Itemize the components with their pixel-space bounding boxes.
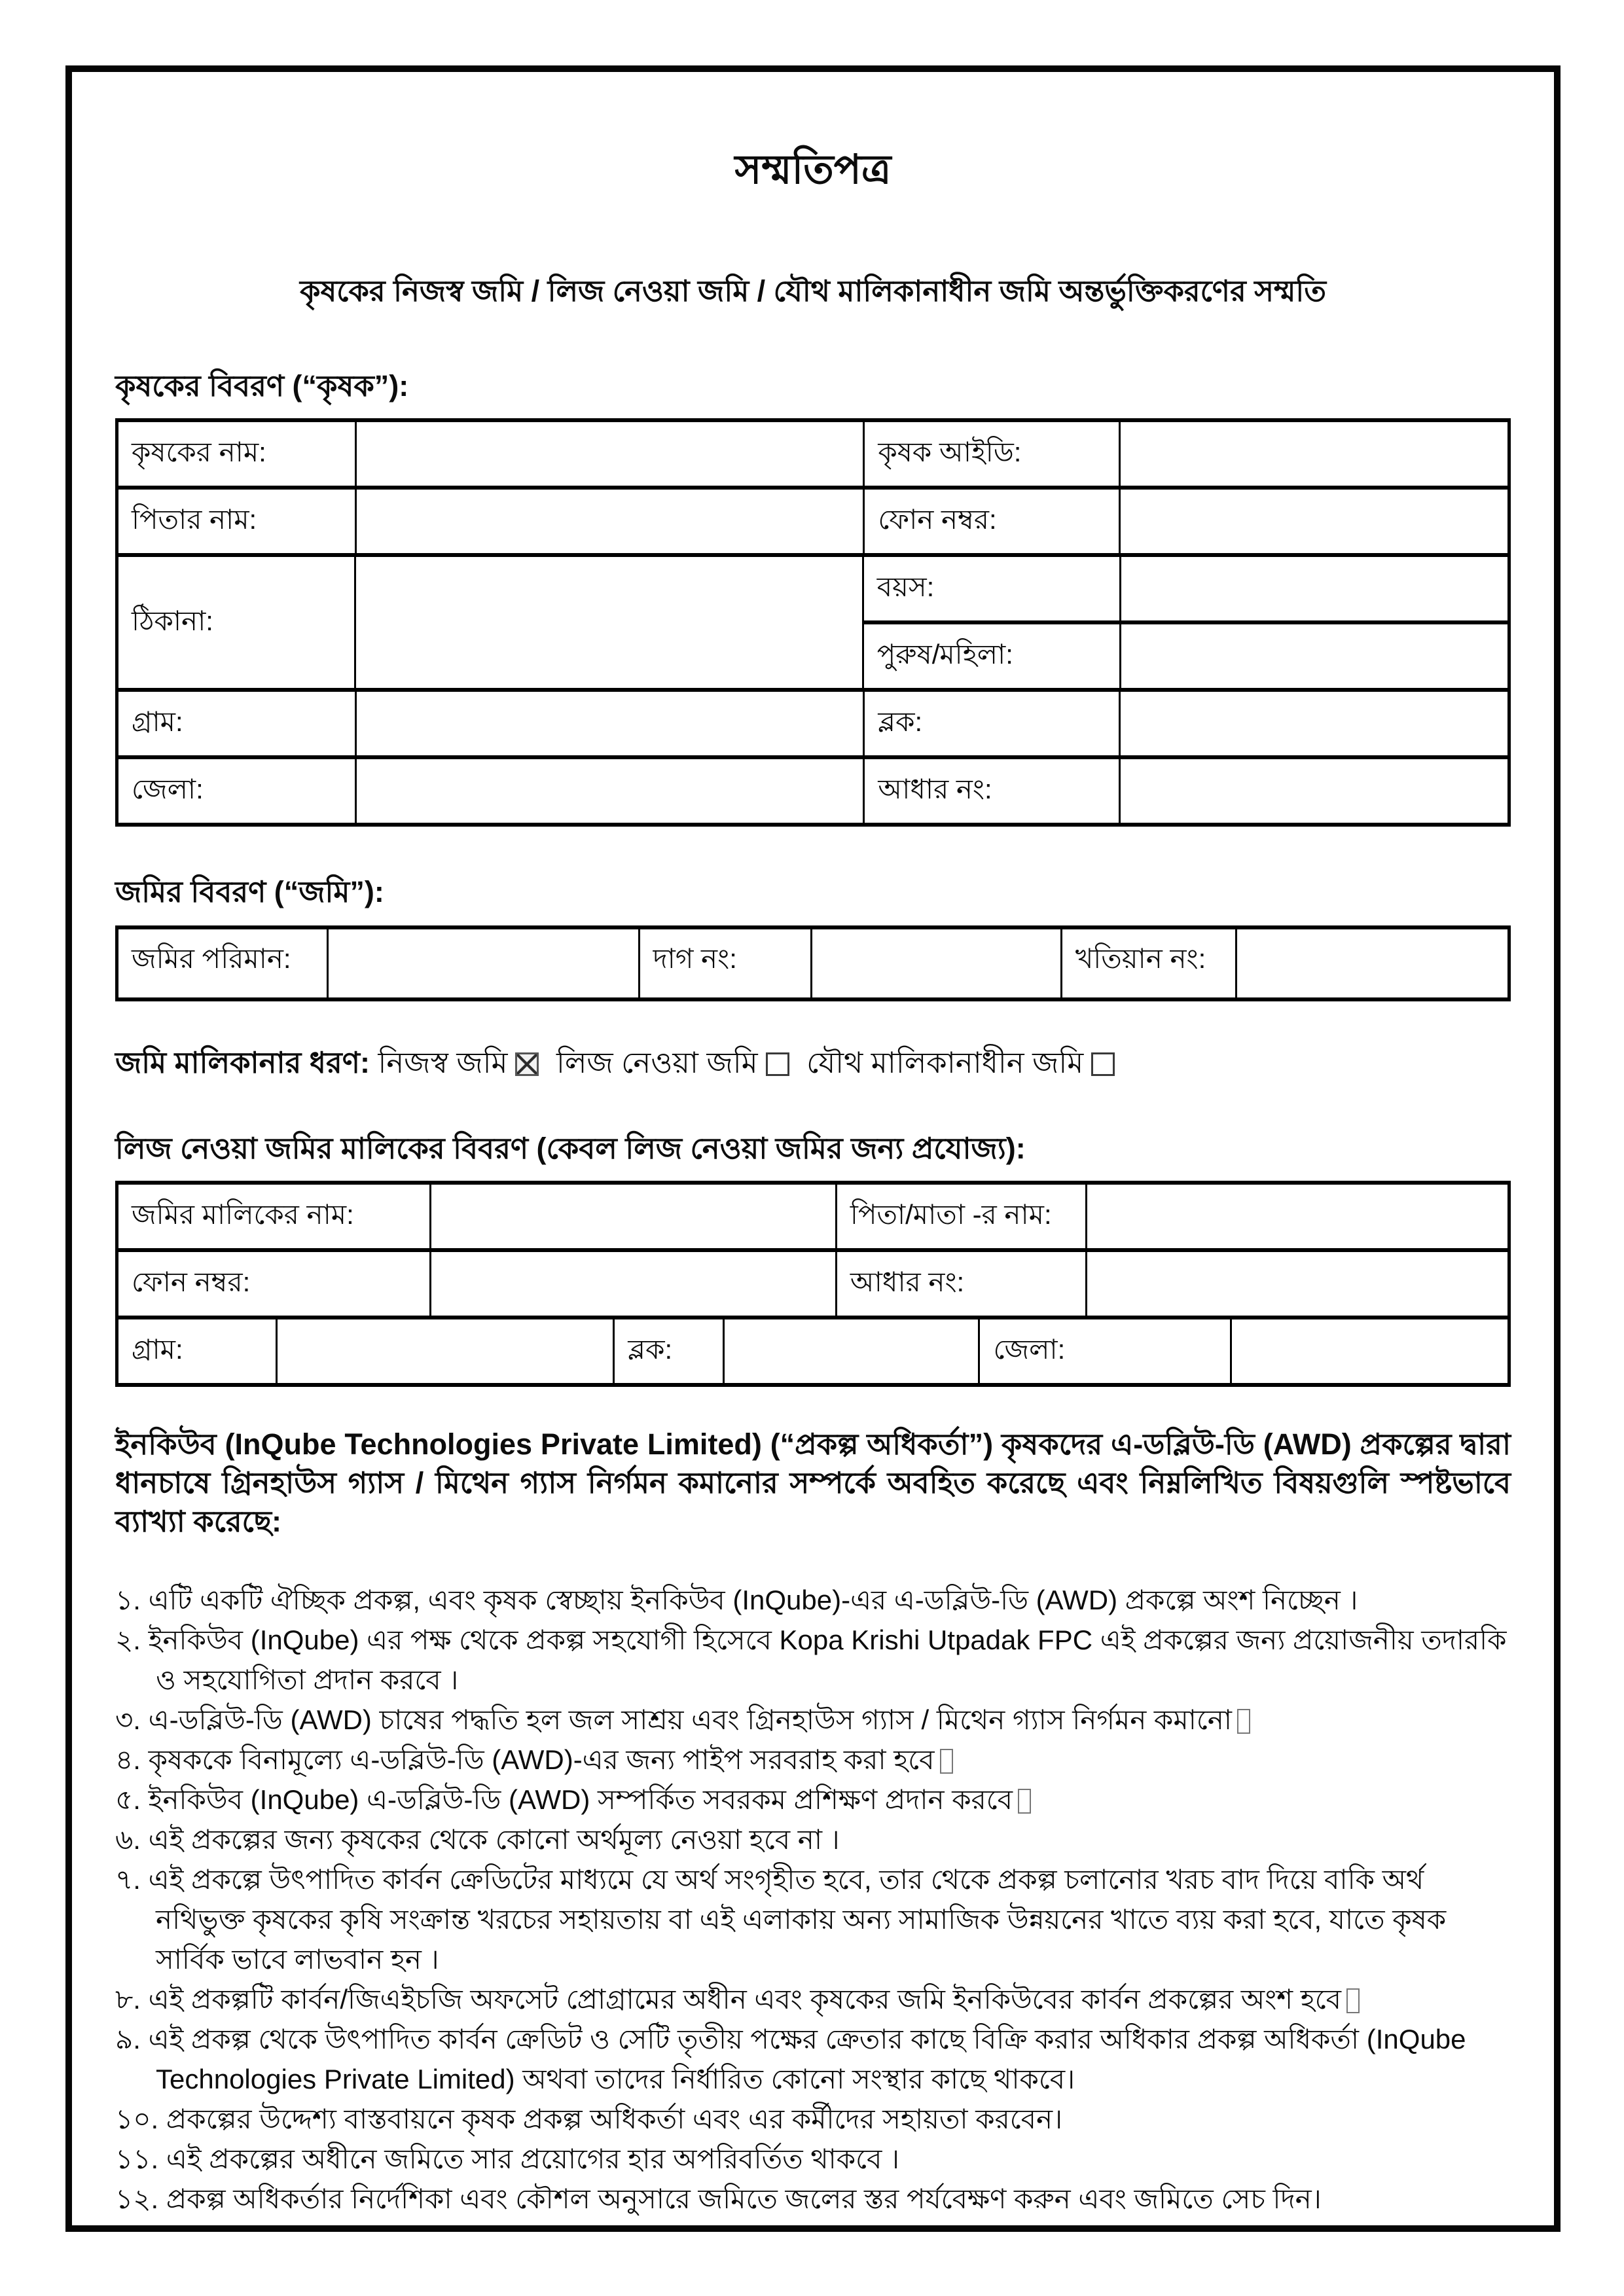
term-item-10 [115,2099,1511,2139]
term-item-8 [115,1979,1511,2019]
village-value-cell [355,692,863,755]
term-text: ১০. প্রকল্পের উদ্দেশ্য বাস্তবায়নে কৃষক প্রকল্প অধিকর্তা এবং এর কর্মীদের সহায়তা করবেন। [115,2104,1063,2134]
owner-name-label: জমির মালিকের নাম: [132,1199,354,1230]
owner-block-label: ব্লক: [613,1319,723,1383]
aadhaar-value-cell [1119,759,1507,823]
farmer-section-heading: কৃষকের বিবরণ (“কৃষক”): [115,369,409,403]
term-text: ১. এটি একটি ঐচ্ছিক প্রকল্প, এবং কৃষক স্বেচ্ছায় ইনকিউব (InQube)-এর এ-ডব্লিউ-ডি (AWD) প্রকল্পে অংশ নিচ্ছেন । [115,1585,1358,1615]
page-border-frame [65,65,1561,2232]
owner-district-label: জেলা: [978,1319,1229,1383]
table-row [118,755,1507,823]
term-item-12 [115,2179,1511,2219]
parent-name-label: পিতা/মাতা -র নাম: [835,1185,1085,1248]
district-label: জেলা: [132,774,204,804]
term-text: ৮. এই প্রকল্পটি কার্বন/জিএইচজি অফসেট প্রোগ্রামের অধীন এবং কৃষকের জমি ইনকিউবের কার্বন প্রকল্পের অংশ হবে [115,1984,1342,2015]
aadhaar-label: আধার নং: [863,759,1118,823]
table-row [118,1185,1507,1248]
khatian-no-label: খতিয়ান নং: [1060,929,1235,997]
table-row [118,1316,1507,1383]
block-value-cell [1119,692,1507,755]
farmer-id-value-cell [1119,422,1507,486]
owner-district-value-cell [1230,1319,1507,1383]
table-row [864,557,1507,620]
address-label: ঠিকানা: [132,605,213,636]
age-value-cell [1119,557,1507,620]
term-text: ১১. এই প্রকল্পের অধীনে জমিতে সার প্রয়োগের হার অপরিবর্তিত থাকবে । [115,2144,900,2174]
farmer-name-value-cell [355,422,863,486]
age-gender-subtable [862,557,1507,688]
table-row-merged-address [118,553,1507,688]
term-text: ৩. এ-ডব্লিউ-ডি (AWD) চাষের পদ্ধতি হল জল সাশ্রয় এবং গ্রিনহাউস গ্যাস / মিথেন গ্যাস নির্গমন কমানো [115,1704,1232,1735]
ownership-option-own-land: নিজস্ব জমি [378,1046,508,1079]
lease-section-heading: লিজ নেওয়া জমির মালিকের বিবরণ (কেবল লিজ নেওয়া জমির জন্য প্রযোজ্য): [115,1132,1026,1165]
owner-phone-label: ফোন নম্বর: [132,1266,251,1297]
term-text: ৭. এই প্রকল্পে উৎপাদিত কার্বন ক্রেডিটের মাধ্যমে যে অর্থ সংগৃহীত হবে, তার থেকে প্রকল্প চলানোর খরচ বাদ দিয়ে বাকি অর্থ নথিভুক্ত কৃষকের কৃষি সংক্রান্ত খরচের সহায়তায় বা এই এলাকায় অন্য সামাজিক উন্নয়নের খাতে ব্যয় করা হবে, যাতে কৃষক সার্বিক ভাবে লাভবান হন । [115,1864,1447,1975]
owner-name-value-cell [429,1185,835,1248]
table-row [118,422,1507,486]
ownership-type-label: জমি মালিকানার ধরণ: [115,1046,370,1079]
empty-checkbox-icon [1237,1709,1250,1734]
owner-village-label: গ্রাম: [132,1334,183,1365]
document-subtitle: কৃষকের নিজস্ব জমি / লিজ নেওয়া জমি / যৌথ মালিকানাধীন জমি অন্তর্ভুক্তিকরণের সম্মতি [299,274,1327,308]
table-row [864,620,1507,688]
farmer-name-label: কৃষকের নাম: [132,437,266,467]
table-row [118,1248,1507,1316]
empty-checkbox-icon [1091,1052,1115,1076]
term-item-9 [115,2019,1511,2099]
checked-checkbox-icon [515,1052,539,1076]
owner-village-value-cell [276,1319,613,1383]
term-item-6 [115,1820,1511,1859]
khatian-no-value-cell [1235,929,1507,997]
term-item-2 [115,1620,1511,1700]
owner-phone-value-cell [429,1252,835,1316]
declaration-paragraph: ইনকিউব (InQube Technologies Private Limited) (“প্রকল্প অধিকর্তা”) কৃষকদের এ-ডব্লিউ-ডি (AWD) প্রকল্পের দ্বারা ধানচাষে গ্রিনহাউস গ্যাস / মিথেন গ্যাস নির্গমন কমানোর সম্পর্কে অবহিত করেছে এবং নিম্নলিখিত বিষয়গুলি স্পষ্টভাবে ব্যাখ্যা করেছে: [115,1427,1511,1538]
owner-aadhaar-value-cell [1085,1252,1507,1316]
owner-aadhaar-label: আধার নং: [835,1252,1085,1316]
age-label: বয়স: [876,571,935,602]
land-area-value-cell [327,929,638,997]
term-text: ৫. ইনকিউব (InQube) এ-ডব্লিউ-ডি (AWD) সম্পর্কিত সবরকম প্রশিক্ষণ প্রদান করবে [115,1784,1013,1815]
gender-value-cell [1119,624,1507,688]
term-text: ৯. এই প্রকল্প থেকে উৎপাদিত কার্বন ক্রেডিট ও সেটি তৃতীয় পক্ষের ক্রেতার কাছে বিক্রি করার অধিকার প্রকল্প অধিকর্তা (InQube Technologies Private Limited) অথবা তাদের নির্ধারিত কোনো সংস্থার কাছে থাকবে। [115,2024,1466,2094]
term-item-7 [115,1859,1511,1979]
ownership-type-line [115,1041,1511,1090]
table-row [118,929,1507,997]
district-value-cell [355,759,863,823]
land-details-table [115,925,1511,1001]
term-text: ২. ইনকিউব (InQube) এর পক্ষ থেকে প্রকল্প সহযোগী হিসেবে Kopa Krishi Utpadak FPC এই প্রকল্পের জন্য প্রয়োজনীয় তদারকি ও সহযোগিতা প্রদান করবে । [115,1624,1507,1695]
term-item-1 [115,1580,1511,1620]
empty-checkbox-icon [1018,1789,1031,1814]
ownership-option-joint-land: যৌথ মালিকানাধীন জমি [806,1046,1084,1079]
term-item-11 [115,2139,1511,2179]
term-text: ৬. এই প্রকল্পের জন্য কৃষকের থেকে কোনো অর্থমূল্য নেওয়া হবে না । [115,1824,840,1855]
empty-checkbox-icon [766,1052,789,1076]
term-text: ৪. কৃষককে বিনামূল্যে এ-ডব্লিউ-ডি (AWD)-এর জন্য পাইপ সরবরাহ করা হবে [115,1744,935,1775]
table-row [118,688,1507,755]
lease-owner-table [115,1181,1511,1387]
father-name-label: পিতার নাম: [132,504,257,535]
phone-label: ফোন নম্বর: [863,490,1118,553]
terms-list [115,1580,1511,2219]
empty-checkbox-icon [940,1749,953,1774]
land-area-label: জমির পরিমান: [132,943,291,974]
term-item-5 [115,1780,1511,1820]
address-value-cell [354,557,862,688]
dag-no-value-cell [810,929,1060,997]
ownership-option-leased-land: লিজ নেওয়া জমি [556,1046,758,1079]
phone-value-cell [1119,490,1507,553]
farmer-details-table [115,418,1511,827]
gender-label: পুরুষ/মহিলা: [876,639,1013,670]
land-section-heading: জমির বিবরণ (“জমি”): [115,875,384,908]
block-label: ব্লক: [863,692,1118,755]
empty-checkbox-icon [1346,1988,1360,2013]
term-text: ১২. প্রকল্প অধিকর্তার নির্দেশিকা এবং কৌশল অনুসারে জমিতে জলের স্তর পর্যবেক্ষণ করুন এবং জমিতে সেচ দিন। [115,2183,1322,2214]
dag-no-label: দাগ নং: [638,929,810,997]
farmer-id-label: কৃষক আইডি: [863,422,1118,486]
document-title: সম্মতিপত্র [734,147,892,192]
term-item-4 [115,1740,1511,1780]
parent-name-value-cell [1085,1185,1507,1248]
father-name-value-cell [355,490,863,553]
page-content [72,139,1554,2219]
table-row [118,486,1507,553]
term-item-3 [115,1700,1511,1740]
village-label: গ্রাম: [132,706,183,737]
owner-block-value-cell [723,1319,978,1383]
